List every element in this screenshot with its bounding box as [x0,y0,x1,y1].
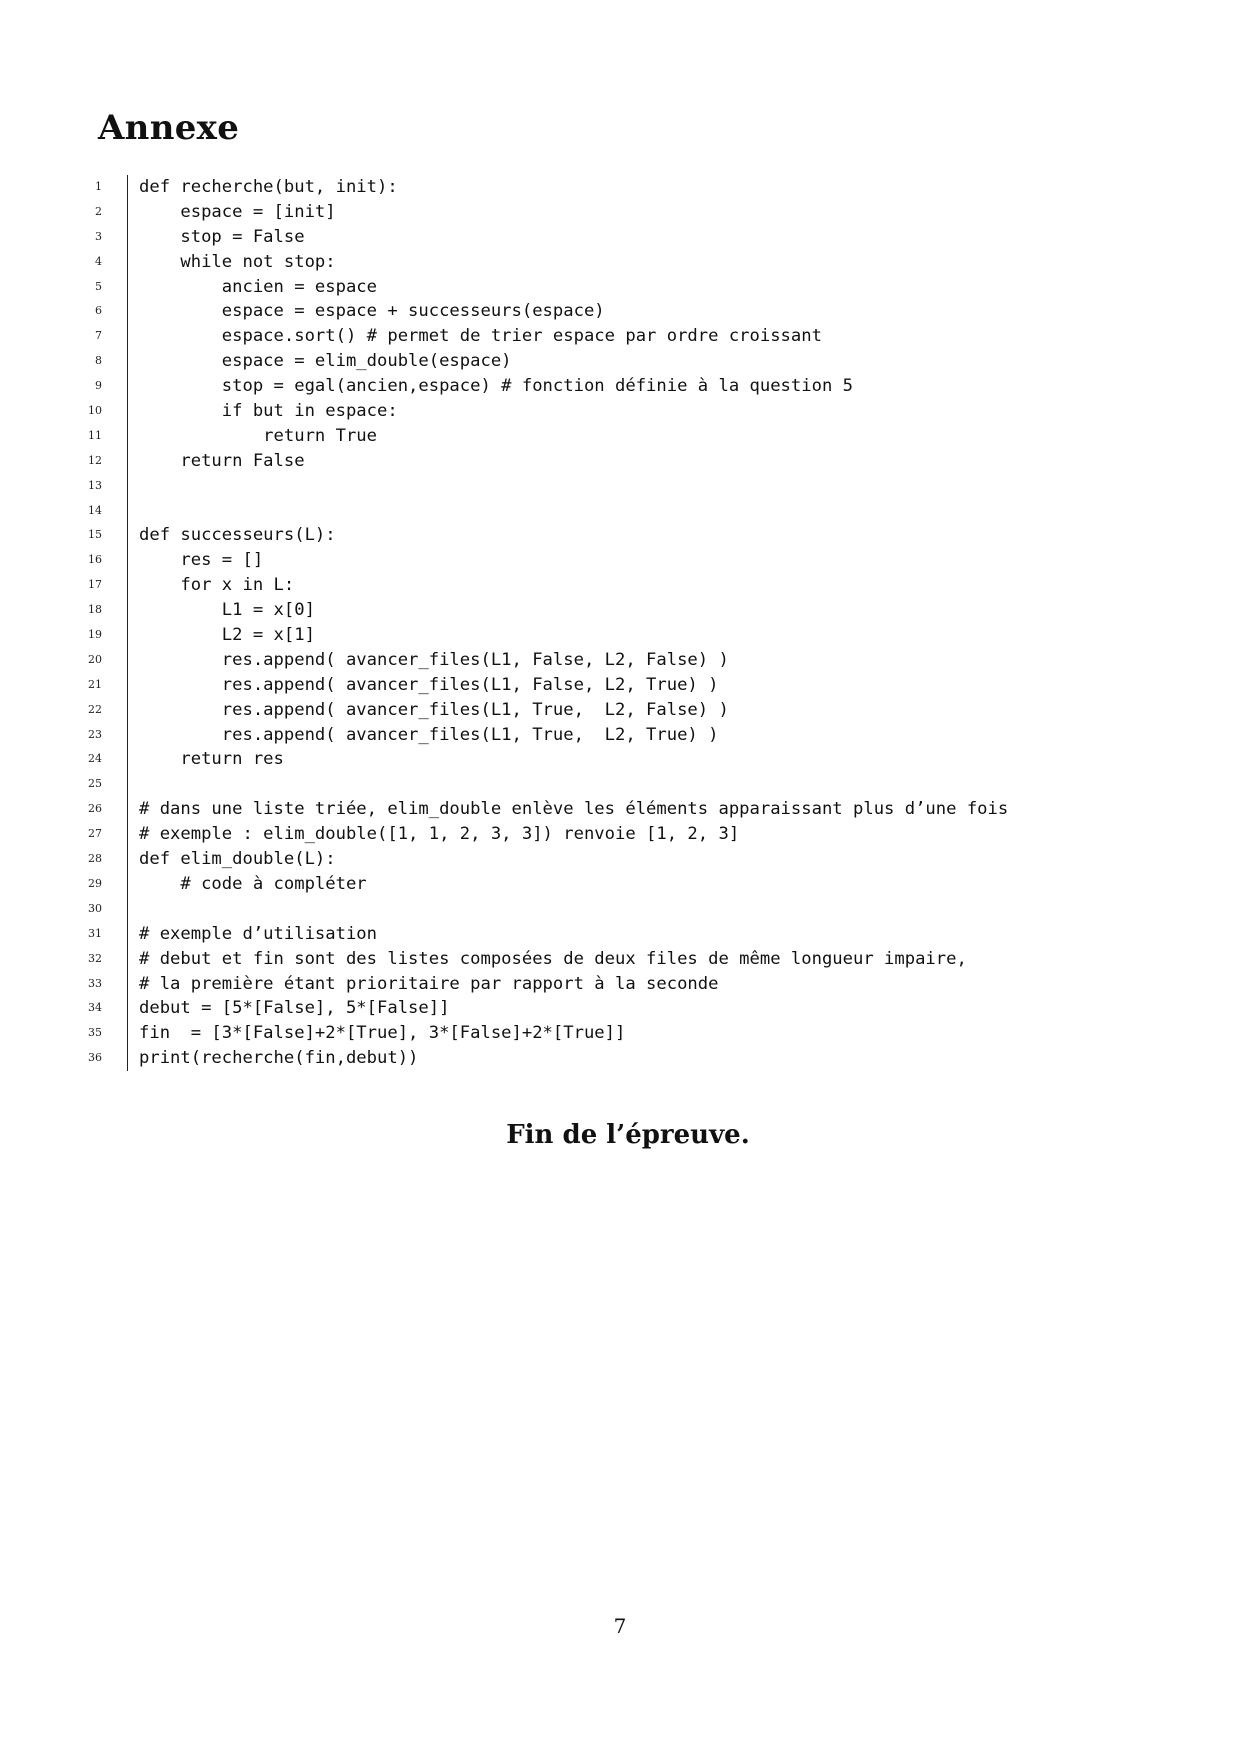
code-text: # la première étant prioritaire par rapport à la seconde [139,973,719,994]
line-number: 31 [88,926,102,940]
line-number: 4 [95,254,102,268]
line-number: 24 [88,752,102,766]
listing-rule [127,897,128,922]
code-text: debut = [5*[False], 5*[False]] [139,998,450,1019]
code-text: def recherche(but, init): [139,177,398,197]
line-number: 11 [88,428,102,442]
code-text: # debut et fin sont des listes composées de deux files de même longueur impaire, [139,948,967,969]
listing-rule [127,723,128,748]
code-line [60,897,1180,922]
code-text: ancien = espace [139,276,377,297]
listing-rule [127,225,128,250]
line-number: 12 [88,453,102,467]
line-number: 10 [88,404,102,418]
listing-rule [127,1046,128,1071]
code-text: return False [139,450,305,471]
code-line [60,747,1180,772]
closing-text [0,1120,1240,1150]
line-number: 1 [95,180,102,193]
line-number: 27 [88,827,102,841]
line-number: 3 [95,229,102,243]
code-text: while not stop: [139,251,336,272]
listing-rule [127,598,128,623]
code-text: res.append( avancer_files(L1, True, L2, True) ) [139,724,719,745]
code-line [60,275,1180,300]
section-title: Annexe [98,108,240,148]
code-text: fin = [3*[False]+2*[True], 3*[False]+2*[True]] [139,1023,626,1044]
line-number: 22 [88,702,102,716]
line-number: 30 [88,901,102,915]
code-line [60,972,1180,997]
code-text: if but in espace: [139,401,398,422]
line-number: 19 [88,628,102,642]
listing-rule [127,673,128,698]
code-line [60,424,1180,449]
listing-rule [127,175,128,200]
listing-rule [127,275,128,300]
listing-rule [127,747,128,772]
code-line [60,947,1180,972]
code-line [60,797,1180,822]
code-line [60,374,1180,399]
line-number: 8 [95,354,102,368]
line-number: 35 [88,1026,102,1040]
code-line [60,474,1180,499]
code-text: stop = False [139,226,305,247]
code-line [60,250,1180,275]
code-line [60,822,1180,847]
code-text: # exemple : elim_double([1, 1, 2, 3, 3]) renvoie [1, 2, 3] [139,824,740,845]
line-number: 13 [88,478,102,492]
code-line [60,349,1180,374]
listing-rule [127,822,128,847]
line-number: 29 [88,876,102,890]
code-text: # code à compléter [139,873,367,894]
code-line [60,1021,1180,1046]
code-line [60,673,1180,698]
listing-rule [127,922,128,947]
closing-text-label: Fin de l’épreuve. [506,1120,750,1150]
code-line [60,573,1180,598]
line-number: 36 [88,1051,102,1065]
listing-rule [127,424,128,449]
code-text: print(recherche(fin,debut)) [139,1048,419,1069]
line-number: 20 [88,652,102,666]
code-line [60,299,1180,324]
listing-rule [127,573,128,598]
listing-rule [127,374,128,399]
line-number: 7 [95,329,102,343]
code-text: espace = elim_double(espace) [139,351,512,372]
code-line [60,698,1180,723]
code-text: for x in L: [139,575,295,596]
code-line [60,449,1180,474]
code-text: res.append( avancer_files(L1, False, L2, True) ) [139,674,719,695]
code-text: def elim_double(L): [139,849,336,870]
code-line [60,225,1180,250]
code-line [60,872,1180,897]
listing-rule [127,972,128,997]
code-line [60,648,1180,673]
code-text: res = [] [139,550,264,571]
line-number: 9 [95,379,102,393]
code-listing [60,175,1180,1071]
code-text: # dans une liste triée, elim_double enlève les éléments apparaissant plus d’une fois [139,799,1009,820]
line-number: 32 [88,951,102,965]
listing-rule [127,449,128,474]
listing-rule [127,548,128,573]
listing-rule [127,996,128,1021]
line-number: 15 [88,528,102,542]
listing-rule [127,299,128,324]
line-number: 6 [95,304,102,318]
page-number [0,1614,1240,1638]
line-number: 17 [88,578,102,592]
code-text: L1 = x[0] [139,600,315,621]
code-text: res.append( avancer_files(L1, True, L2, False) ) [139,699,729,720]
code-line [60,922,1180,947]
listing-rule [127,1021,128,1046]
line-number: 18 [88,603,102,617]
code-line [60,598,1180,623]
listing-rule [127,250,128,275]
line-number: 14 [88,503,102,517]
code-line [60,996,1180,1021]
listing-rule [127,947,128,972]
code-text: # exemple d’utilisation [139,923,377,944]
listing-rule [127,200,128,225]
line-number: 5 [95,279,102,293]
listing-rule [127,648,128,673]
line-number: 21 [88,677,102,691]
listing-rule [127,324,128,349]
code-line [60,499,1180,524]
line-number: 26 [88,802,102,816]
code-text: espace = [init] [139,201,336,222]
code-text: espace.sort() # permet de trier espace par ordre croissant [139,326,822,347]
code-line [60,324,1180,349]
code-line [60,175,1180,200]
code-line [60,548,1180,573]
line-number: 2 [95,204,102,218]
code-line [60,623,1180,648]
code-line [60,772,1180,797]
listing-rule [127,474,128,499]
line-number: 33 [88,976,102,990]
code-text: stop = egal(ancien,espace) # fonction définie à la question 5 [139,376,853,397]
listing-rule [127,523,128,548]
code-text: return res [139,749,284,770]
listing-rule [127,847,128,872]
code-line [60,847,1180,872]
page-number-label: 7 [613,1614,627,1638]
code-text: def successeurs(L): [139,525,336,546]
code-text: L2 = x[1] [139,625,315,646]
line-number: 25 [88,777,102,791]
code-text: res.append( avancer_files(L1, False, L2, False) ) [139,649,729,670]
line-number: 28 [88,852,102,866]
code-line [60,523,1180,548]
listing-rule [127,349,128,374]
code-line [60,723,1180,748]
listing-rule [127,698,128,723]
code-line [60,200,1180,225]
line-number: 23 [88,727,102,741]
code-text: return True [139,425,377,446]
code-text: espace = espace + successeurs(espace) [139,301,605,322]
line-number: 34 [88,1001,102,1015]
listing-rule [127,872,128,897]
listing-rule [127,623,128,648]
listing-rule [127,399,128,424]
listing-rule [127,797,128,822]
code-line [60,1046,1180,1071]
line-number: 16 [88,553,102,567]
code-line [60,399,1180,424]
listing-rule [127,499,128,524]
listing-rule [127,772,128,797]
